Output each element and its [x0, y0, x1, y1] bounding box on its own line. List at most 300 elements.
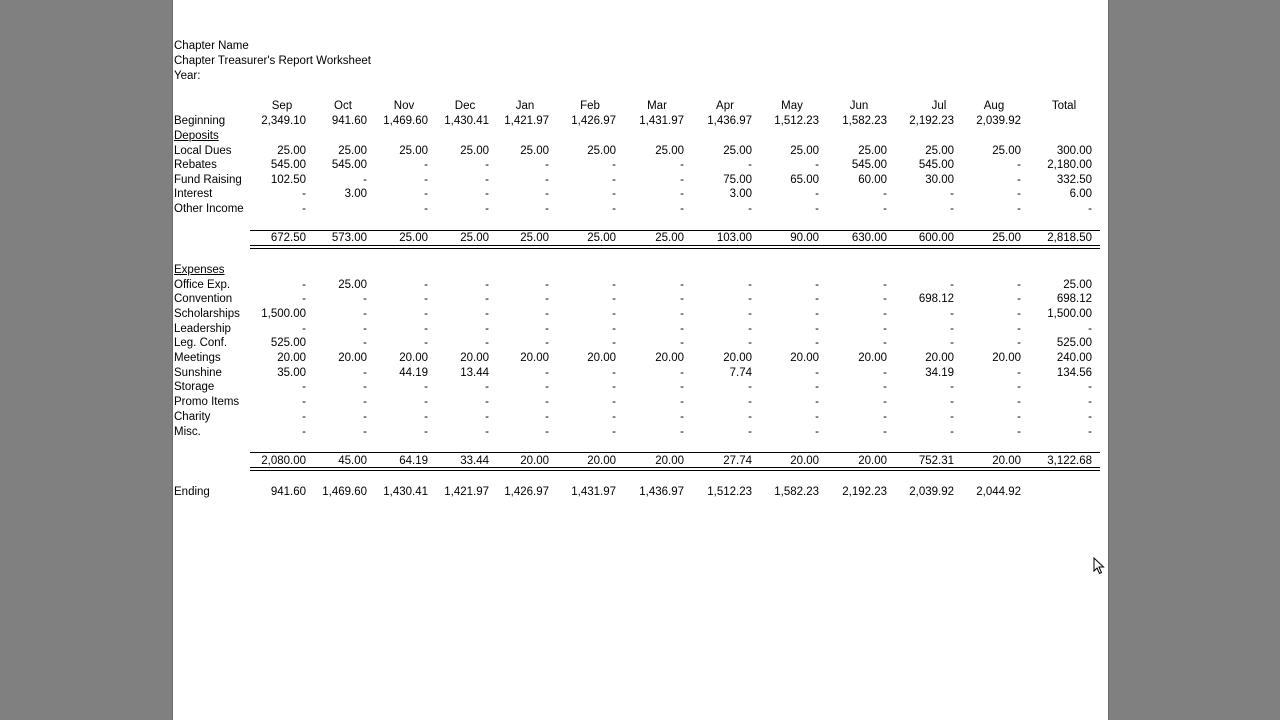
row-label: Office Exp.: [174, 278, 231, 291]
cell-value: 2,192.23: [909, 115, 954, 127]
cell-value: 20.00: [858, 455, 887, 467]
cell-value: -: [883, 337, 887, 350]
row-label: Scholarships: [174, 307, 240, 320]
cell-value: 1,582.23: [774, 486, 819, 498]
expense-row: [174, 292, 1104, 306]
cell-value: -: [883, 322, 887, 335]
cell-value: -: [485, 425, 489, 438]
cell-value: 25.00: [858, 144, 887, 157]
cell-value: -: [680, 278, 684, 291]
row-label: Deposits: [174, 130, 219, 142]
row-label: Local Dues: [174, 144, 232, 157]
cell-value: 1,512.23: [774, 115, 819, 127]
total-double-rule: [250, 467, 1100, 471]
cell-value: 25.00: [1063, 278, 1092, 291]
cell-value: -: [363, 337, 367, 350]
cell-value: -: [883, 188, 887, 201]
cell-value: 20.00: [587, 352, 616, 364]
cell-value: -: [612, 425, 616, 438]
expense-row: [174, 307, 1104, 321]
cell-value: 545.00: [851, 159, 887, 172]
cell-value: 25.00: [790, 144, 819, 157]
cell-value: -: [424, 278, 428, 291]
cell-value: -: [612, 366, 616, 379]
cell-value: -: [883, 410, 887, 423]
cell-value: 6.00: [1069, 188, 1092, 201]
cell-value: 2,039.92: [909, 486, 954, 498]
cell-value: 240.00: [1056, 352, 1092, 364]
cell-value: -: [424, 159, 428, 172]
cell-value: 3.00: [729, 188, 752, 201]
cell-value: 1,421.97: [504, 115, 549, 127]
cell-value: 1,431.97: [639, 115, 684, 127]
cell-value: -: [1017, 337, 1021, 350]
cell-value: 25.00: [399, 232, 428, 244]
cell-value: 545.00: [270, 159, 306, 172]
cell-value: -: [363, 307, 367, 320]
cell-value: -: [363, 425, 367, 438]
expense-row: [174, 366, 1104, 380]
cell-value: -: [612, 278, 616, 291]
cell-value: 1,426.97: [504, 486, 549, 498]
cell-value: -: [545, 337, 549, 350]
cell-value: 300.00: [1056, 144, 1092, 157]
cell-value: 25.00: [460, 232, 489, 244]
cell-value: -: [302, 188, 306, 201]
cell-value: -: [1017, 322, 1021, 335]
cell-value: -: [612, 202, 616, 215]
cell-value: -: [545, 396, 549, 409]
cell-value: -: [680, 188, 684, 201]
treasurer-worksheet: [174, 0, 1104, 720]
cell-value: -: [545, 322, 549, 335]
cell-value: -: [680, 159, 684, 172]
cell-value: 20.00: [723, 352, 752, 364]
cell-value: 25.00: [655, 144, 684, 157]
cell-value: -: [424, 381, 428, 394]
cell-value: 20.00: [655, 455, 684, 467]
cell-value: -: [302, 278, 306, 291]
cell-value: 1,430.41: [444, 115, 489, 127]
cell-value: 332.50: [1056, 173, 1092, 186]
cell-value: -: [363, 173, 367, 186]
cell-value: -: [424, 293, 428, 306]
cell-value: -: [363, 322, 367, 335]
cell-value: -: [950, 337, 954, 350]
cell-value: 1,469.60: [383, 115, 428, 127]
column-header: Jul: [931, 100, 947, 112]
cell-value: -: [1017, 188, 1021, 201]
cell-value: 600.00: [918, 232, 954, 244]
cell-value: 35.00: [277, 366, 306, 379]
cell-value: -: [950, 202, 954, 215]
ending-row: [174, 485, 1104, 499]
cell-value: 20.00: [338, 352, 367, 364]
cell-value: -: [815, 366, 819, 379]
cell-value: 7.74: [729, 366, 752, 379]
cell-value: 2,818.50: [1047, 232, 1092, 244]
cell-value: -: [1088, 396, 1092, 409]
cell-value: 25.00: [723, 144, 752, 157]
deposit-row: [174, 173, 1104, 187]
cell-value: -: [815, 278, 819, 291]
expense-row: [174, 336, 1104, 350]
row-label: Interest: [174, 188, 213, 201]
cell-value: -: [424, 396, 428, 409]
cell-value: 33.44: [460, 455, 489, 467]
cell-value: 25.00: [992, 232, 1021, 244]
cell-value: -: [883, 366, 887, 379]
cell-value: -: [680, 202, 684, 215]
cell-value: 45.00: [338, 455, 367, 467]
cell-value: -: [1017, 396, 1021, 409]
cell-value: -: [950, 410, 954, 423]
column-header: Jan: [515, 100, 535, 112]
cell-value: -: [485, 159, 489, 172]
cell-value: 1,431.97: [571, 486, 616, 498]
deposits-total-row: [174, 231, 1104, 245]
row-label: Promo Items: [174, 396, 240, 409]
cell-value: -: [748, 396, 752, 409]
cell-value: -: [883, 307, 887, 320]
cell-value: -: [545, 425, 549, 438]
cell-value: 941.60: [331, 115, 367, 127]
cell-value: -: [748, 425, 752, 438]
cell-value: -: [680, 337, 684, 350]
row-label: Leg. Conf.: [174, 337, 228, 350]
cell-value: 525.00: [270, 337, 306, 350]
cell-value: 103.00: [716, 232, 752, 244]
expenses-heading: [174, 263, 1104, 277]
cell-value: -: [815, 337, 819, 350]
cell-value: 20.00: [520, 352, 549, 364]
cell-value: 20.00: [992, 352, 1021, 364]
cell-value: -: [612, 188, 616, 201]
column-header: May: [781, 100, 803, 112]
cell-value: -: [612, 159, 616, 172]
cell-value: -: [815, 159, 819, 172]
cell-value: 20.00: [399, 352, 428, 364]
expense-row: [174, 380, 1104, 394]
cell-value: -: [302, 381, 306, 394]
cell-value: 20.00: [790, 352, 819, 364]
row-label: Expenses: [174, 264, 225, 276]
cell-value: 20.00: [992, 455, 1021, 467]
column-header: Total: [1051, 100, 1077, 112]
cell-value: -: [748, 202, 752, 215]
cell-value: -: [950, 307, 954, 320]
cell-value: -: [883, 278, 887, 291]
cell-value: -: [815, 410, 819, 423]
cell-value: -: [424, 410, 428, 423]
cell-value: -: [950, 322, 954, 335]
cell-value: -: [363, 293, 367, 306]
cell-value: -: [748, 337, 752, 350]
report-title: Chapter Treasurer's Report Worksheet: [174, 55, 371, 67]
cell-value: -: [680, 425, 684, 438]
cell-value: -: [815, 322, 819, 335]
column-header: Oct: [334, 100, 352, 112]
cell-value: -: [545, 366, 549, 379]
expense-row: [174, 278, 1104, 292]
cell-value: -: [485, 381, 489, 394]
cell-value: 752.31: [918, 455, 954, 467]
cell-value: 20.00: [520, 455, 549, 467]
cell-value: -: [748, 293, 752, 306]
cell-value: 545.00: [331, 159, 367, 172]
cell-value: 573.00: [331, 232, 367, 244]
cell-value: 20.00: [858, 352, 887, 364]
cell-value: -: [545, 159, 549, 172]
cell-value: -: [302, 425, 306, 438]
cell-value: 25.00: [992, 144, 1021, 157]
row-label: Leadership: [174, 322, 231, 335]
cell-value: -: [680, 307, 684, 320]
cell-value: -: [748, 278, 752, 291]
cell-value: 102.50: [270, 173, 306, 186]
cell-value: -: [1088, 425, 1092, 438]
cell-value: 2,349.10: [261, 115, 306, 127]
cell-value: 44.19: [399, 366, 428, 379]
cell-value: 25.00: [399, 144, 428, 157]
cell-value: 2,192.23: [842, 486, 887, 498]
column-header: Sep: [271, 100, 293, 112]
cell-value: 630.00: [851, 232, 887, 244]
cell-value: -: [1017, 278, 1021, 291]
total-rule: [250, 452, 1100, 453]
cell-value: -: [680, 381, 684, 394]
beginning-row: [174, 114, 1104, 128]
cell-value: 2,080.00: [261, 455, 306, 467]
row-label: Meetings: [174, 352, 221, 364]
cell-value: -: [950, 188, 954, 201]
cell-value: 1,436.97: [707, 115, 752, 127]
cell-value: -: [1017, 173, 1021, 186]
column-header: Aug: [983, 100, 1005, 112]
cell-value: -: [950, 425, 954, 438]
cell-value: -: [883, 381, 887, 394]
cell-value: 134.56: [1056, 366, 1092, 379]
cell-value: 1,500.00: [261, 307, 306, 320]
cell-value: -: [883, 425, 887, 438]
cell-value: -: [424, 425, 428, 438]
cell-value: -: [424, 202, 428, 215]
cell-value: 75.00: [723, 173, 752, 186]
cell-value: -: [612, 337, 616, 350]
cell-value: 20.00: [587, 455, 616, 467]
cell-value: -: [363, 366, 367, 379]
cell-value: 1,469.60: [322, 486, 367, 498]
cell-value: 25.00: [587, 232, 616, 244]
cell-value: -: [424, 337, 428, 350]
column-header: Mar: [647, 100, 667, 112]
cell-value: -: [363, 396, 367, 409]
cell-value: 3.00: [344, 188, 367, 201]
cell-value: -: [545, 188, 549, 201]
cell-value: -: [1017, 293, 1021, 306]
column-header: Apr: [716, 100, 734, 112]
cell-value: -: [680, 366, 684, 379]
row-label: Beginning: [174, 115, 226, 127]
cell-value: -: [363, 381, 367, 394]
cell-value: -: [485, 322, 489, 335]
deposit-row: [174, 158, 1104, 172]
cell-value: 698.12: [1056, 293, 1092, 306]
cell-value: -: [485, 396, 489, 409]
cell-value: -: [815, 425, 819, 438]
cell-value: 20.00: [460, 352, 489, 364]
expense-row: [174, 425, 1104, 439]
cell-value: -: [680, 396, 684, 409]
cell-value: -: [485, 278, 489, 291]
cell-value: -: [424, 322, 428, 335]
row-label: Storage: [174, 381, 215, 394]
cell-value: -: [424, 173, 428, 186]
cell-value: 2,044.92: [976, 486, 1021, 498]
cell-value: -: [485, 188, 489, 201]
cell-value: -: [485, 410, 489, 423]
cell-value: 25.00: [655, 232, 684, 244]
cell-value: -: [815, 202, 819, 215]
cell-value: -: [424, 188, 428, 201]
column-header: Dec: [454, 100, 476, 112]
cell-value: -: [748, 307, 752, 320]
cell-value: 65.00: [790, 173, 819, 186]
cell-value: 20.00: [925, 352, 954, 364]
expense-row: [174, 351, 1104, 365]
row-label: Charity: [174, 410, 211, 423]
cell-value: -: [950, 278, 954, 291]
cell-value: 60.00: [858, 173, 887, 186]
cell-value: -: [815, 381, 819, 394]
cell-value: -: [815, 293, 819, 306]
column-header: Jun: [849, 100, 869, 112]
cell-value: -: [612, 173, 616, 186]
cell-value: -: [612, 381, 616, 394]
deposit-row: [174, 187, 1104, 201]
cell-value: 25.00: [460, 144, 489, 157]
cell-value: -: [545, 381, 549, 394]
cell-value: -: [680, 322, 684, 335]
cell-value: -: [302, 396, 306, 409]
cell-value: -: [1088, 410, 1092, 423]
cell-value: -: [1017, 159, 1021, 172]
cell-value: 20.00: [277, 352, 306, 364]
expense-row: [174, 410, 1104, 424]
expense-row: [174, 322, 1104, 336]
cell-value: 20.00: [790, 455, 819, 467]
total-double-rule: [250, 245, 1100, 249]
cell-value: -: [680, 410, 684, 423]
cell-value: -: [680, 293, 684, 306]
cell-value: 25.00: [338, 144, 367, 157]
cell-value: 30.00: [925, 173, 954, 186]
cell-value: -: [612, 410, 616, 423]
cell-value: -: [485, 202, 489, 215]
cell-value: 25.00: [520, 144, 549, 157]
cell-value: 1,426.97: [571, 115, 616, 127]
year-label: Year:: [174, 70, 201, 82]
cell-value: -: [748, 410, 752, 423]
cell-value: 25.00: [277, 144, 306, 157]
cell-value: -: [302, 322, 306, 335]
mouse-pointer-icon: [1093, 557, 1105, 575]
cell-value: -: [748, 159, 752, 172]
cell-value: -: [545, 410, 549, 423]
cell-value: 1,436.97: [639, 486, 684, 498]
cell-value: 1,500.00: [1047, 307, 1092, 320]
cell-value: -: [545, 278, 549, 291]
cell-value: -: [485, 293, 489, 306]
row-label: Ending: [174, 486, 210, 498]
cell-value: 25.00: [520, 232, 549, 244]
cell-value: -: [302, 410, 306, 423]
cell-value: 27.74: [723, 455, 752, 467]
cell-value: -: [1017, 202, 1021, 215]
deposits-heading: [174, 129, 1104, 143]
cell-value: -: [545, 173, 549, 186]
cell-value: -: [545, 307, 549, 320]
row-label: Fund Raising: [174, 173, 242, 186]
cell-value: -: [612, 396, 616, 409]
cell-value: -: [1017, 410, 1021, 423]
cell-value: 525.00: [1056, 337, 1092, 350]
cell-value: -: [612, 293, 616, 306]
cell-value: -: [612, 307, 616, 320]
cell-value: 90.00: [790, 232, 819, 244]
cell-value: 13.44: [460, 366, 489, 379]
cell-value: -: [680, 173, 684, 186]
cell-value: 64.19: [399, 455, 428, 467]
cell-value: -: [302, 293, 306, 306]
cell-value: -: [815, 396, 819, 409]
row-label: Convention: [174, 293, 233, 306]
cell-value: -: [1017, 381, 1021, 394]
row-label: Sunshine: [174, 366, 222, 379]
cell-value: 20.00: [655, 352, 684, 364]
cell-value: -: [1088, 202, 1092, 215]
cell-value: -: [950, 396, 954, 409]
row-label: Other Income: [174, 202, 244, 215]
cell-value: -: [485, 173, 489, 186]
cell-value: -: [1017, 366, 1021, 379]
cell-value: 545.00: [918, 159, 954, 172]
cell-value: 1,421.97: [444, 486, 489, 498]
cell-value: -: [748, 322, 752, 335]
chapter-name: Chapter Name: [174, 40, 249, 52]
cell-value: -: [424, 307, 428, 320]
cell-value: -: [485, 307, 489, 320]
cell-value: -: [1017, 307, 1021, 320]
deposit-row: [174, 144, 1104, 158]
cell-value: -: [1088, 381, 1092, 394]
cell-value: 698.12: [918, 293, 954, 306]
cell-value: 25.00: [925, 144, 954, 157]
cell-value: -: [748, 381, 752, 394]
column-header: Feb: [580, 100, 600, 112]
cell-value: -: [883, 293, 887, 306]
cell-value: 3,122.68: [1047, 455, 1092, 467]
expense-row: [174, 395, 1104, 409]
cell-value: 25.00: [587, 144, 616, 157]
cell-value: 941.60: [270, 486, 306, 498]
deposit-row: [174, 202, 1104, 216]
cell-value: -: [612, 322, 616, 335]
expenses-total-row: [174, 454, 1104, 468]
column-header-row: [174, 99, 1104, 113]
cell-value: -: [815, 188, 819, 201]
cell-value: -: [485, 337, 489, 350]
